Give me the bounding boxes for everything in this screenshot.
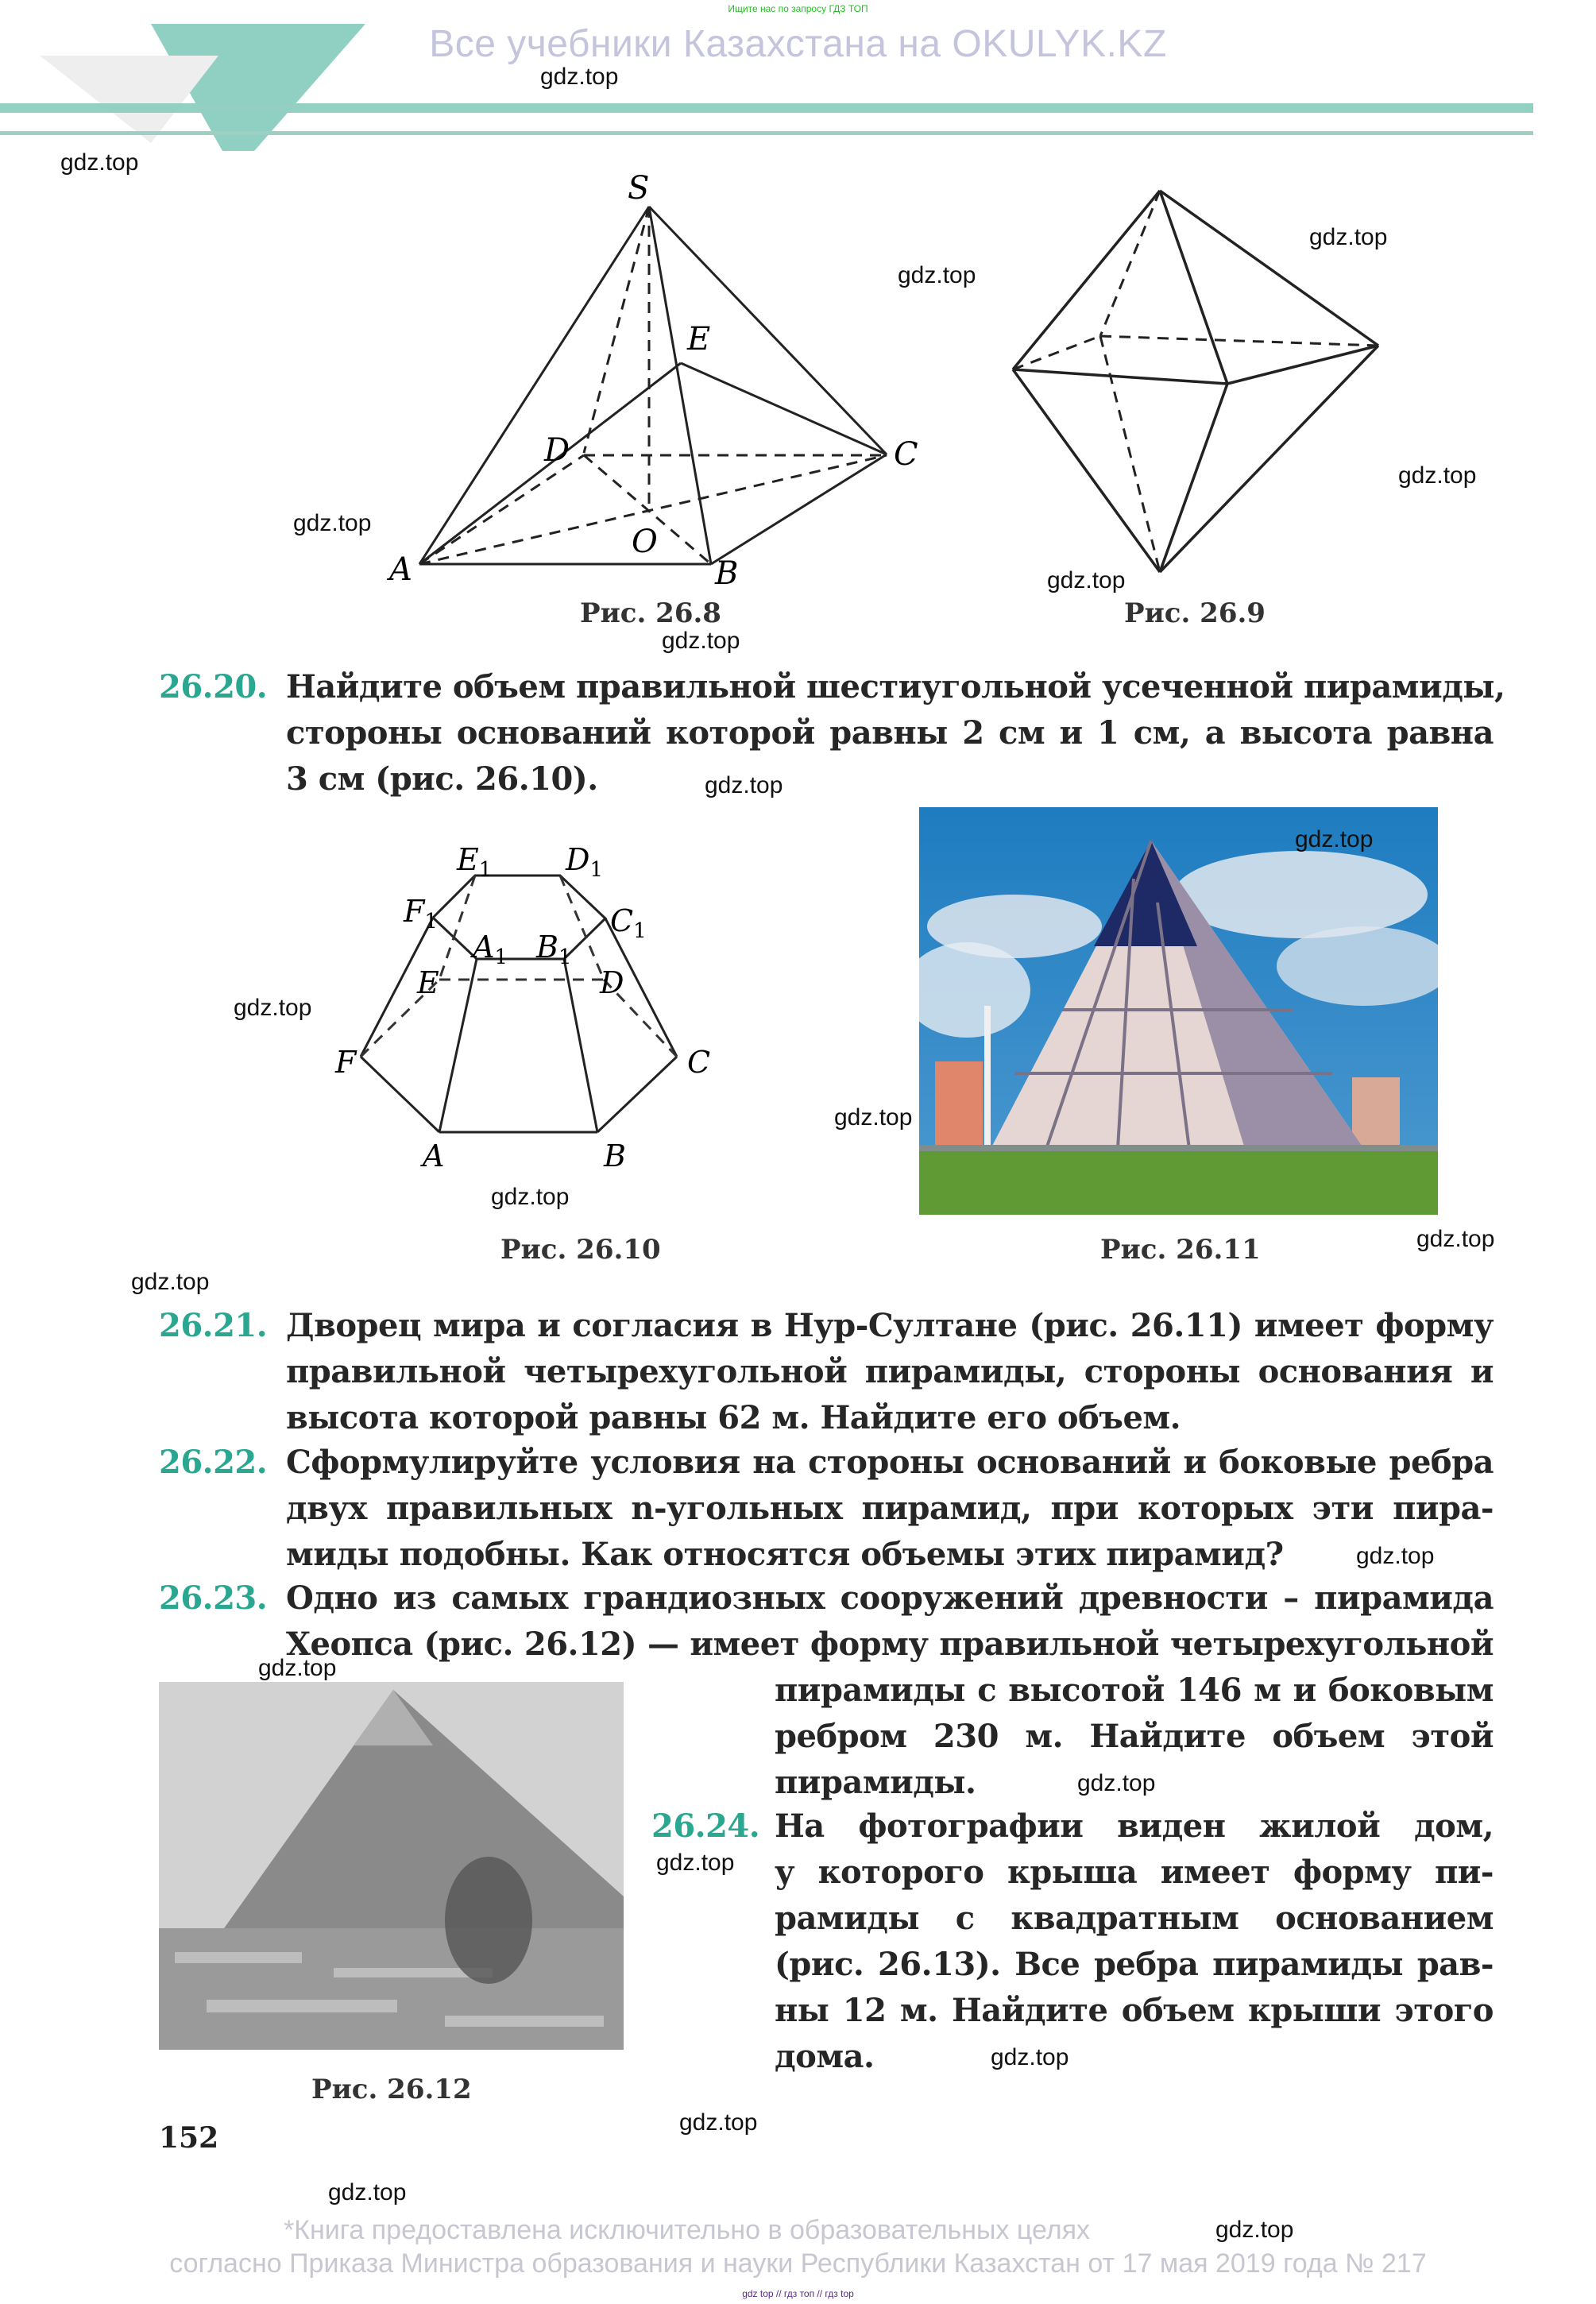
figure-caption-26-10: Рис. 26.10 bbox=[500, 1234, 661, 1266]
exercise-26-24 bbox=[651, 1803, 1494, 2080]
watermark: gdz.top bbox=[258, 1655, 337, 1681]
photo-fence bbox=[919, 1145, 1438, 1151]
label-B: B bbox=[715, 555, 739, 592]
exercise-text-line: Хеопса (рис. 26.12) — имеет форму правильной четырехугольной bbox=[286, 1626, 1494, 1663]
edge-left-bottom bbox=[1013, 369, 1160, 572]
edge-AA1 bbox=[439, 959, 477, 1132]
edge-FA bbox=[361, 1057, 439, 1132]
exercise-text-line: На фотографии виден жилой дом, bbox=[775, 1807, 1494, 1845]
watermark: gdz.top bbox=[1416, 1226, 1495, 1252]
exercise-26-20 bbox=[159, 664, 1505, 802]
figure-26-8-pyramid bbox=[373, 167, 945, 596]
edge-top-right bbox=[1160, 191, 1378, 346]
footer-disclaimer-line2: согласно Приказа Министра образования и науки Республики Казахстан от 17 мая 2019 года № 217 bbox=[169, 2248, 1427, 2279]
label-D: D bbox=[544, 432, 570, 469]
watermark: gdz.top bbox=[662, 628, 740, 654]
label-A: A bbox=[423, 1138, 445, 1173]
exercise-26-22 bbox=[159, 1440, 1494, 1578]
watermark: gdz.top bbox=[491, 1184, 570, 1210]
watermark: gdz.top bbox=[1309, 224, 1388, 250]
exercise-text-line: правильной четырехугольной пирамиды, стороны основания и bbox=[286, 1353, 1494, 1390]
exercise-text-line: ребром 230 м. Найдите объем этой bbox=[775, 1718, 1494, 1755]
edge-AD bbox=[419, 455, 584, 564]
footer-disclaimer-line1: *Книга предоставлена исключительно в образовательных целях bbox=[283, 2215, 1091, 2245]
label-C1: $C_1$ bbox=[610, 903, 647, 943]
search-hint: Ищите нас по запросу ГДЗ ТОП bbox=[728, 3, 868, 14]
photo-cloud bbox=[1173, 851, 1428, 938]
label-E: E bbox=[687, 321, 711, 358]
exercise-number: 26.22. bbox=[159, 1444, 268, 1481]
watermark: gdz.top bbox=[234, 995, 312, 1021]
watermark: gdz.top bbox=[328, 2179, 407, 2205]
banner-stripe bbox=[0, 103, 1533, 113]
watermark: gdz.top bbox=[1077, 1770, 1156, 1796]
label-F1: $F_1$ bbox=[404, 894, 438, 934]
label-D1: $D_1$ bbox=[566, 842, 604, 882]
watermark: gdz.top bbox=[1047, 567, 1126, 593]
top-hexagon bbox=[433, 876, 605, 959]
watermark: gdz.top bbox=[991, 2044, 1069, 2070]
exercise-text-line: миды подобны. Как относятся объемы этих пирамид? bbox=[286, 1536, 1284, 1573]
page-number: 152 bbox=[159, 2121, 219, 2155]
edge-top-back bbox=[1100, 191, 1160, 336]
exercise-text-line: Найдите объем правильной шестиугольной усеченной пирамиды, bbox=[286, 668, 1505, 706]
exercise-text-line: ны 12 м. Найдите объем крыши этого bbox=[775, 1992, 1494, 2029]
exercise-text-line: Дворец мира и согласия в Нур-Султане (рис. 26.11) имеет форму bbox=[286, 1307, 1494, 1344]
figure-caption-26-9: Рис. 26.9 bbox=[1124, 597, 1266, 629]
watermark: gdz.top bbox=[656, 1850, 735, 1876]
label-B1: $B_1$ bbox=[536, 930, 572, 969]
exercise-text-line: двух правильных n-угольных пирамид, при которых эти пира- bbox=[286, 1490, 1494, 1527]
watermark: gdz.top bbox=[679, 2109, 758, 2136]
edge-back-right bbox=[1100, 336, 1378, 346]
figure-caption-26-12: Рис. 26.12 bbox=[311, 2074, 472, 2105]
edge-BB1 bbox=[564, 959, 597, 1132]
label-B: B bbox=[604, 1138, 626, 1173]
watermark: gdz.top bbox=[834, 1104, 913, 1131]
watermark: gdz.top bbox=[1295, 826, 1374, 852]
figure-26-10-frustum bbox=[318, 842, 858, 1224]
label-A1: $A_1$ bbox=[473, 930, 508, 969]
banner-stripe-thin bbox=[0, 131, 1533, 135]
label-E1: $E_1$ bbox=[457, 842, 493, 882]
photo-building-left bbox=[935, 1061, 983, 1157]
watermark: gdz.top bbox=[1215, 2217, 1294, 2243]
exercise-text-line: рамиды с квадратным основанием bbox=[775, 1900, 1494, 1937]
banner-title[interactable]: Все учебники Казахстана на OKULYK.KZ bbox=[429, 23, 1167, 65]
edge-BC bbox=[711, 454, 887, 564]
edge-back-bottom bbox=[1100, 336, 1160, 572]
watermark: gdz.top bbox=[540, 64, 619, 90]
exercise-text-line: высота которой равны 62 м. Найдите его объем. bbox=[286, 1399, 1181, 1436]
watermark: gdz.top bbox=[705, 772, 783, 798]
banner-gray-triangle bbox=[40, 56, 218, 143]
exercise-number: 26.21. bbox=[159, 1307, 268, 1344]
figure-26-11-photo bbox=[919, 807, 1438, 1215]
label-S: S bbox=[628, 170, 650, 207]
exercise-text-line: у которого крыша имеет форму пи- bbox=[775, 1854, 1494, 1891]
figure-26-12-photo bbox=[159, 1682, 624, 2050]
exercise-text-line: стороны оснований которой равны 2 см и 1 см, а высота равна bbox=[286, 714, 1494, 752]
exercise-text-line: Сформулируйте условия на стороны оснований и боковые ребра bbox=[286, 1444, 1494, 1481]
edge-SA bbox=[419, 207, 649, 564]
photo-grass bbox=[919, 1149, 1438, 1215]
watermark: gdz.top bbox=[293, 510, 372, 536]
label-E: E bbox=[417, 965, 439, 1000]
figure-caption-26-8: Рис. 26.8 bbox=[580, 597, 721, 629]
watermark: gdz.top bbox=[1398, 462, 1477, 489]
watermark: gdz.top bbox=[898, 262, 976, 288]
edge-BC bbox=[597, 1057, 677, 1132]
edge-top-front bbox=[1160, 191, 1227, 384]
exercise-text-line: пирамиды с высотой 146 м и боковым bbox=[775, 1672, 1494, 1709]
exercise-number: 26.20. bbox=[159, 668, 268, 706]
photo-chimney bbox=[984, 1006, 991, 1157]
edge-front-bottom bbox=[1160, 384, 1227, 572]
label-C: C bbox=[894, 436, 918, 473]
edge-EC bbox=[681, 363, 887, 454]
watermark: gdz.top bbox=[60, 149, 139, 176]
exercise-number: 26.23. bbox=[159, 1579, 268, 1617]
photo-ground bbox=[159, 1928, 624, 2050]
watermark: gdz.top bbox=[131, 1269, 210, 1295]
label-A: A bbox=[389, 551, 412, 588]
exercise-number: 26.24. bbox=[651, 1807, 760, 1845]
photo-sphinx bbox=[445, 1857, 532, 1984]
label-C: C bbox=[687, 1045, 711, 1080]
label-D: D bbox=[600, 965, 624, 1000]
exercise-text-line: пирамиды. bbox=[775, 1764, 976, 1801]
edge-right-bottom bbox=[1160, 346, 1378, 572]
exercise-text-line: дома. bbox=[775, 2038, 875, 2075]
exercise-26-21 bbox=[159, 1303, 1494, 1441]
figure-caption-26-11: Рис. 26.11 bbox=[1100, 1234, 1261, 1266]
label-O: O bbox=[632, 524, 658, 560]
exercise-text-line: (рис. 26.13). Все ребра пирамиды рав- bbox=[775, 1946, 1494, 1983]
edge-front-right bbox=[1227, 346, 1378, 384]
label-F: F bbox=[335, 1045, 357, 1080]
watermark: gdz.top bbox=[1356, 1543, 1435, 1569]
footer-links[interactable]: gdz top // гдз топ // гдз top bbox=[742, 2288, 854, 2299]
edge-SD bbox=[584, 207, 649, 453]
edge-left-front bbox=[1013, 369, 1227, 384]
exercise-text-line: Одно из самых грандиозных сооружений древности – пирамида bbox=[286, 1579, 1494, 1617]
exercise-text-line: 3 см (рис. 26.10). bbox=[286, 760, 598, 798]
